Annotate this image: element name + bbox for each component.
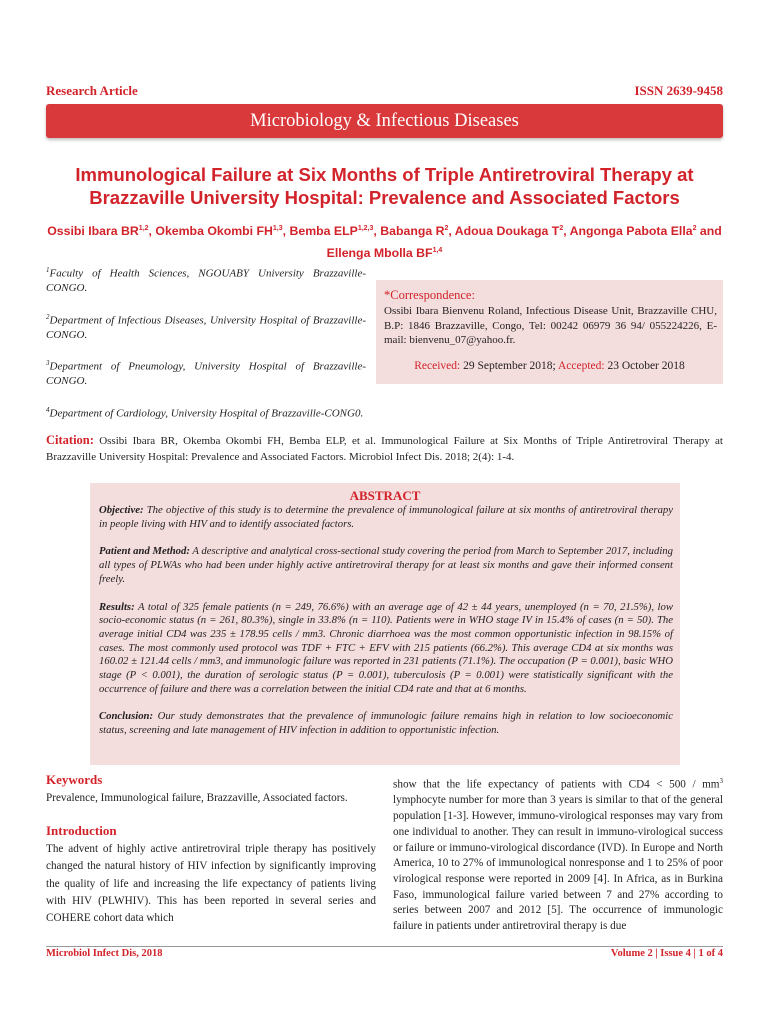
article-type: Research Article [46,83,138,98]
abstract-heading: ABSTRACT [349,488,421,503]
affiliation-text: Department of Pneumology, University Hospital of Brazzaville-CONGO. [46,360,366,388]
author-affiliation-sup: 1,2,3 [357,225,374,232]
introduction-text-right-cont: lymphocyte number for more than 3 years is similar to that of the general population [1-3]. However, immuno-virological responses may vary from one individual to another. They can result in immuno-virological success or failure or immuno-virological discordance (IVD). In Europe and North America, 10 to 27% of immunological nonresponse and 1 to 25% of poor virological response were reported in 2009 [4]. In Africa, as in Burkina Faso, immunological failure varied between 7 and 27% according to series between 2007 and 2012 [5]. The occurrence of immunologic failure in patients under antiretroviral therapy is due [393,794,723,933]
author: Adoua Doukaga T [454,224,560,239]
correspondence-text: Ossibi Ibara Bienvenu Roland, Infectious Disease Unit, Brazzaville CHU, B.P: 1846 Brazzaville, Congo, Tel: 00242 06979 36 94/ 055224226, E-mail: bienvenu_07@yahoo.fr. [384,305,717,346]
affiliation-item [46,403,366,421]
author-separator: , [563,224,570,239]
affiliation-sup: 4 [46,405,50,414]
received-label: Received: [414,360,461,372]
affiliation-text: Department of Infectious Diseases, University Hospital of Brazzaville-CONGO. [46,314,366,341]
author: Angonga Pabota Ella [569,224,693,239]
author: Babanga R [380,224,445,239]
citation-label: Citation: [46,433,94,447]
author-affiliation-sup: 2 [559,225,564,232]
author-separator: , [448,224,455,239]
affiliations [46,263,366,435]
affiliation-sup: 2 [46,312,50,321]
superscript: 3 [719,777,723,785]
correspondence-heading: *Correspondence: [384,288,475,302]
affiliation-text: Department of Cardiology, University Hospital of Brazzaville-CONG0. [49,407,364,420]
affiliation-sup: 1 [46,266,50,274]
abstract-text: The objective of this study is to determine the prevalence of immunological failure at six months of antiretroviral therapy in people living with HIV and to identify associated factors. [99,504,673,530]
abstract-text: A total of 325 female patients (n = 249, 76.6%) with an average age of 42 ± 44 years, unemployed (n = 70, 21.5%), low socio-economic status (n = 261, 80.3%), single in 33.8% (n = 110). Patients were in WHO stage IV in 15.4% of cases (n = 50). The average initial CD4 was 235 ± 178.95 cells / mm3. Chronic diarrhoea was the most common opportunistic infection in 98.15% of cases. The most commonly used protocol was TDF + FTC + EFV with 215 patients (66.2%). This average CD4 at six months was 160.02 ± 121.44 cells / mm3, and immunologic failure was reported in 231 patients (71.1%). The occupation (P = 0.001), basic WHO stage (P < 0.001), the duration of serologic status (P = 0.001), tuberculosis (P = 0.001) were statistically significant with the occurrence of failure and there was a correlation between the initial CD4 rate and that at 6 months. [99,600,673,695]
title-line-1: Immunological Failure at Six Months of Triple Antiretroviral Therapy at [75,164,694,185]
author-affiliation-sup: 2 [444,225,449,232]
introduction-heading: Introduction [46,823,117,839]
abstract-results [99,601,673,697]
footer-divider [46,946,723,947]
introduction-text-left: The advent of highly active antiretroviral triple therapy has positively changed the natural history of HIV infection by significantly improving the quality of life and increasing the life expectancy of patients living with HIV (PLWHIV). This has been reported in several series and COHERE cohort data which [46,843,376,925]
author: Ellenga Mbolla BF [326,246,433,261]
author-separator: , [148,224,156,239]
author-affiliation-sup: 1,2 [138,225,149,232]
introduction-text-right: show that the life expectancy of patients with CD4 < 500 / mm [393,778,720,791]
right-column [393,774,723,935]
author-affiliation-sup: 1,4 [432,247,443,255]
abstract-conclusion [99,710,673,737]
author-separator: and [696,224,722,239]
affiliation-item [46,310,366,343]
author: Bemba ELP [289,224,358,239]
affiliation-text: Faculty of Health Sciences, NGOUABY University Brazzaville-CONGO. [46,267,366,295]
abstract-text: Our study demonstrates that the prevalence of immunologic failure remains high in relation to low socioeconomic status, screening and late management of HIV infection in addition to opportunistic infection. [99,710,673,737]
accepted-label: Accepted: [557,360,605,372]
keywords-text: Prevalence, Immunological failure, Brazzaville, Associated factors. [46,792,348,804]
abstract-method [99,545,673,586]
abstract-body [99,504,673,752]
footer-volume: Volume 2 | Issue 4 | 1 of 4 [610,948,723,959]
abstract-label: Results: [99,600,135,613]
author-separator: , [282,224,290,239]
paper-title [46,163,723,209]
abstract-text: A descriptive and analytical cross-sectional study covering the period from March to September 2017, including all types of PLWAs who had been under highly active antiretroviral therapy for at least six months and gave their informed consent freely. [99,545,673,585]
accepted-date: 23 October 2018 [607,360,685,372]
author: Okemba Okombi FH [155,224,273,239]
citation-text: Ossibi Ibara BR, Okemba Okombi FH, Bemba ELP, et al. Immunological Failure at Six Months of Triple Antiretroviral Therapy at Brazzaville University Hospital: Prevalence and Associated Factors. Microbiol Infect Dis. 2018; 2(4): 1-4. [46,435,723,463]
affiliation-sup: 3 [46,359,50,368]
author-separator: , [373,224,381,239]
title-line-2: Brazzaville University Hospital: Prevalence and Associated Factors [89,187,680,208]
footer-journal: Microbiol Infect Dis, 2018 [46,948,163,959]
author-affiliation-sup: 2 [692,225,697,232]
abstract-label: Patient and Method: [99,545,190,558]
author: Ossibi Ibara BR [47,224,139,239]
author-affiliation-sup: 1,3 [272,225,283,232]
received-date: 29 September 2018; [463,360,556,372]
citation [46,433,723,465]
received-accepted-dates [376,360,723,372]
abstract-label: Objective: [99,504,144,516]
author-list [46,219,723,263]
journal-banner: Microbiology & Infectious Diseases [46,104,723,138]
affiliation-item [46,356,366,389]
affiliation-item [46,263,366,296]
issn: ISSN 2639-9458 [634,83,723,98]
abstract-objective [99,504,673,531]
abstract-label: Conclusion: [99,710,154,723]
keywords-heading: Keywords [46,772,103,787]
left-column [46,771,376,927]
